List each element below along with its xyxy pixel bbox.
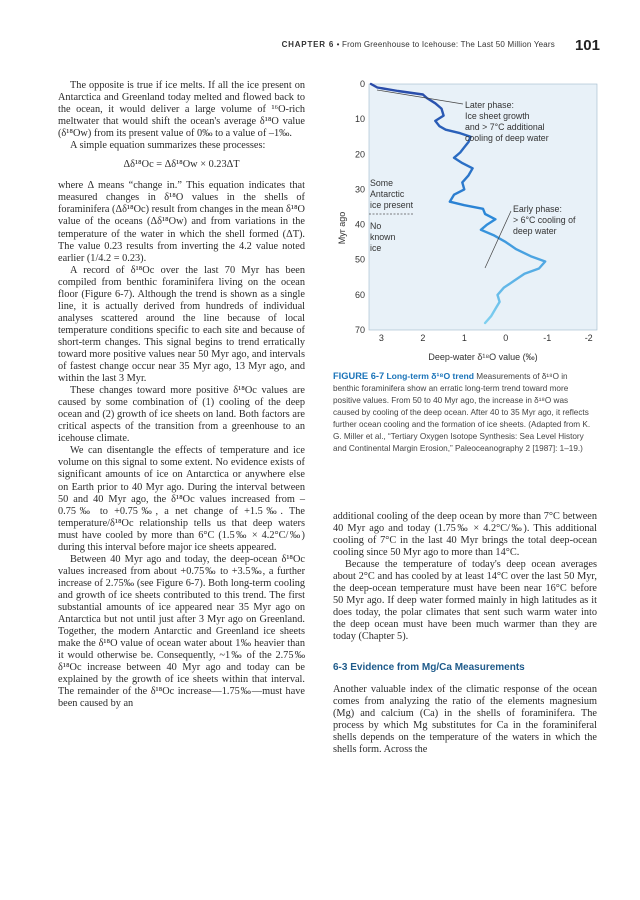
paragraph: Between 40 Myr ago and today, the deep-ocean δ¹⁸Oc values increased from about +0.75‰ to +3.5‰, a further increase of 2.75‰ (see Figure 6-7). Both long-term cooling and growth of ice sheets contributed to this trend. The first substantial amounts of ice appeared near 35 Myr ago on Antarctica but not until just after 3 Myr ago on Greenland. Together, the modern Antarctic and Greenland ice sheets make the δ¹⁸O value of ocean water about 1‰ heavier than it would otherwise be. Consequently, ~1‰ of the 2.75‰ δ¹⁸Oc increase between 40 Myr ago and today can be explained by the growth of ice sheets within that interval. The remainder of the δ¹⁸Oc increase—1.75‰—must have been caused by an xyxy=(58,553,305,710)
figure-caption xyxy=(333,370,591,455)
chapter-title xyxy=(282,40,555,49)
y-tick-label: 0 xyxy=(359,80,365,89)
annotation-line: cooling of deep water xyxy=(465,133,549,143)
x-tick-label: 3 xyxy=(378,333,384,343)
equation: Δδ¹⁸Oc = Δδ¹⁸Ow × 0.23ΔT xyxy=(123,159,240,171)
annotation-line: deep water xyxy=(513,226,557,236)
y-tick-label: 40 xyxy=(354,219,365,230)
paragraph: A record of δ¹⁸Oc over the last 70 Myr has been compiled from benthic foraminifera living on the ocean floor (Figure 6-7). Although the trend is shown as a single line, it is actually derived from hundreds of individual analyses scattered around the line because of local temperature conditions specific to each site and because of short-term changes. This signal begins to trend erratically toward more positive values near 50 Myr ago, and intervals of fastest change occur near 35 Myr ago, 13 Myr ago, and within the last 3 Myr. xyxy=(58,264,305,385)
right-column xyxy=(333,511,597,756)
header-title: From Greenhouse to Icehouse: The Last 50 Million Years xyxy=(342,40,555,49)
y-axis-label: Myr ago xyxy=(337,211,347,245)
annotation-line: Some xyxy=(370,178,393,188)
paragraph: Because the temperature of today's deep ocean averages about 2°C and has cooled by at least 14°C over the last 50 Myr, the deep-ocean temperature must have been near 16°C before 50 Myr ago. If deep water formed mainly in high latitudes as it does today, the polar climates that sent such warm water into the deep ocean must have been much warmer than they are today (Chapter 5). xyxy=(333,559,597,643)
y-axis-ticks xyxy=(355,80,365,335)
paragraph: Another valuable index of the climatic response of the ocean comes from analyzing the ratio of the elements magnesium (Mg) and calcium (Ca) in the shells of foraminifera. The process by which Mg substitutes for Ca in the foraminiferal shells depends on the temperature of the waters in which the shells form. Across the xyxy=(333,683,597,755)
figure-label: FIGURE 6-7 xyxy=(333,371,385,381)
page-number: 101 xyxy=(574,37,600,54)
x-tick-label: 1 xyxy=(461,333,467,343)
annotation-line: ice xyxy=(370,243,382,253)
annotation-line: ice present xyxy=(370,200,414,210)
x-axis-label: Deep-water δ¹⁸O value (‰) xyxy=(428,352,538,362)
y-tick-label: 20 xyxy=(354,149,365,160)
paragraph: We can disentangle the effects of temperature and ice volume on this signal to some extent. No evidence exists of significant amounts of ice on Antarctica or anywhere else on Earth prior to 40 Myr ago. During the interval between 50 and 40 Myr ago, the δ¹⁸Oc values increased from –0.75‰ to +0.75‰, a net change of +1.5‰. The temperature/δ¹⁸Oc relationship tells us that deep waters must have cooled by more than 6°C (1.5‰ × 4.2°C/‰) during this interval before major ice sheets appeared. xyxy=(58,445,305,553)
x-tick-label: 0 xyxy=(503,333,509,343)
annotation-line: known xyxy=(370,232,396,242)
running-header xyxy=(0,37,600,57)
figure-title: Long-term δ¹⁸O trend xyxy=(386,371,475,381)
chapter-label: CHAPTER 6 xyxy=(281,40,335,49)
paragraph: The opposite is true if ice melts. If all the ice present on Antarctica and Greenland today melted and flowed back to the ocean, it would deliver a large volume of ¹⁶O-rich meltwater that would shift the ocean's average δ¹⁸O value (δ¹⁸Ow) from its present value of 0‰ to a value of –1‰. xyxy=(58,80,305,140)
caption-body: Measurements of δ¹⁸O in benthic foraminifera show an erratic long-term trend toward more positive values. From 50 to 40 Myr ago, the increase in δ¹⁸O was caused by cooling of the deep ocean. After 40 to 35 Myr ago, it reflects further ocean cooling and the formation of ice sheets. (Adapted from K. G. Miller et al., “Tertiary Oxygen Isotope Synthesis: Sea Level History and Continental Margin Erosion,” Paleoceanography 2 [1987]: 1–19.) xyxy=(333,372,591,453)
paragraph: additional cooling of the deep ocean by more than 7°C between 40 Myr ago and today (1.75‰ × 4.2°C/‰). This additional cooling of 7°C in the last 40 Myr brings the total deep-ocean cooling since 50 Myr ago to more than 14°C. xyxy=(333,511,597,559)
paragraph: A simple equation summarizes these processes: xyxy=(70,140,266,152)
annotation-line: No xyxy=(370,221,382,231)
left-column xyxy=(58,80,305,710)
x-tick-label: 2 xyxy=(420,333,426,343)
annotation-line: Early phase: xyxy=(513,204,562,214)
d18o-chart xyxy=(333,80,603,370)
figure-6-7 xyxy=(333,80,603,370)
x-tick-label: -2 xyxy=(584,333,593,343)
paragraph: where Δ means “change in.” This equation indicates that measured changes in δ¹⁸O values in the shells of foraminifera (Δδ¹⁸Oc) result from changes in the mean δ¹⁸O value of the oceans (Δδ¹⁸Ow) and from variations in the temperature of the water in which the shell formed (ΔT). The value 0.23 results from inverting the 4.2 value noted earlier (1/4.2 = 0.23). xyxy=(58,180,305,264)
x-tick-label: -1 xyxy=(543,333,552,343)
annotation-line: Later phase: xyxy=(465,100,514,110)
section-heading: 6-3 Evidence from Mg/Ca Measurements xyxy=(333,661,525,673)
annotation-line: Ice sheet growth xyxy=(465,111,530,121)
header-bullet: • xyxy=(336,40,342,49)
y-tick-label: 50 xyxy=(354,254,365,265)
annotation-line: > 6°C cooling of xyxy=(513,215,576,225)
annotation-line: Antarctic xyxy=(370,189,405,199)
y-tick-label: 10 xyxy=(354,114,365,125)
y-tick-label: 60 xyxy=(354,289,365,300)
paragraph: These changes toward more positive δ¹⁸Oc values are caused by some combination of (1) cooling of the deep ocean and (2) growth of ice sheets on land. Both factors are critical aspects of the transition from a greenhouse to an icehouse climate. xyxy=(58,385,305,445)
y-tick-label: 70 xyxy=(354,325,365,335)
x-axis-ticks xyxy=(379,333,593,343)
y-tick-label: 30 xyxy=(354,184,365,195)
annotation-line: and > 7°C additional xyxy=(465,122,545,132)
